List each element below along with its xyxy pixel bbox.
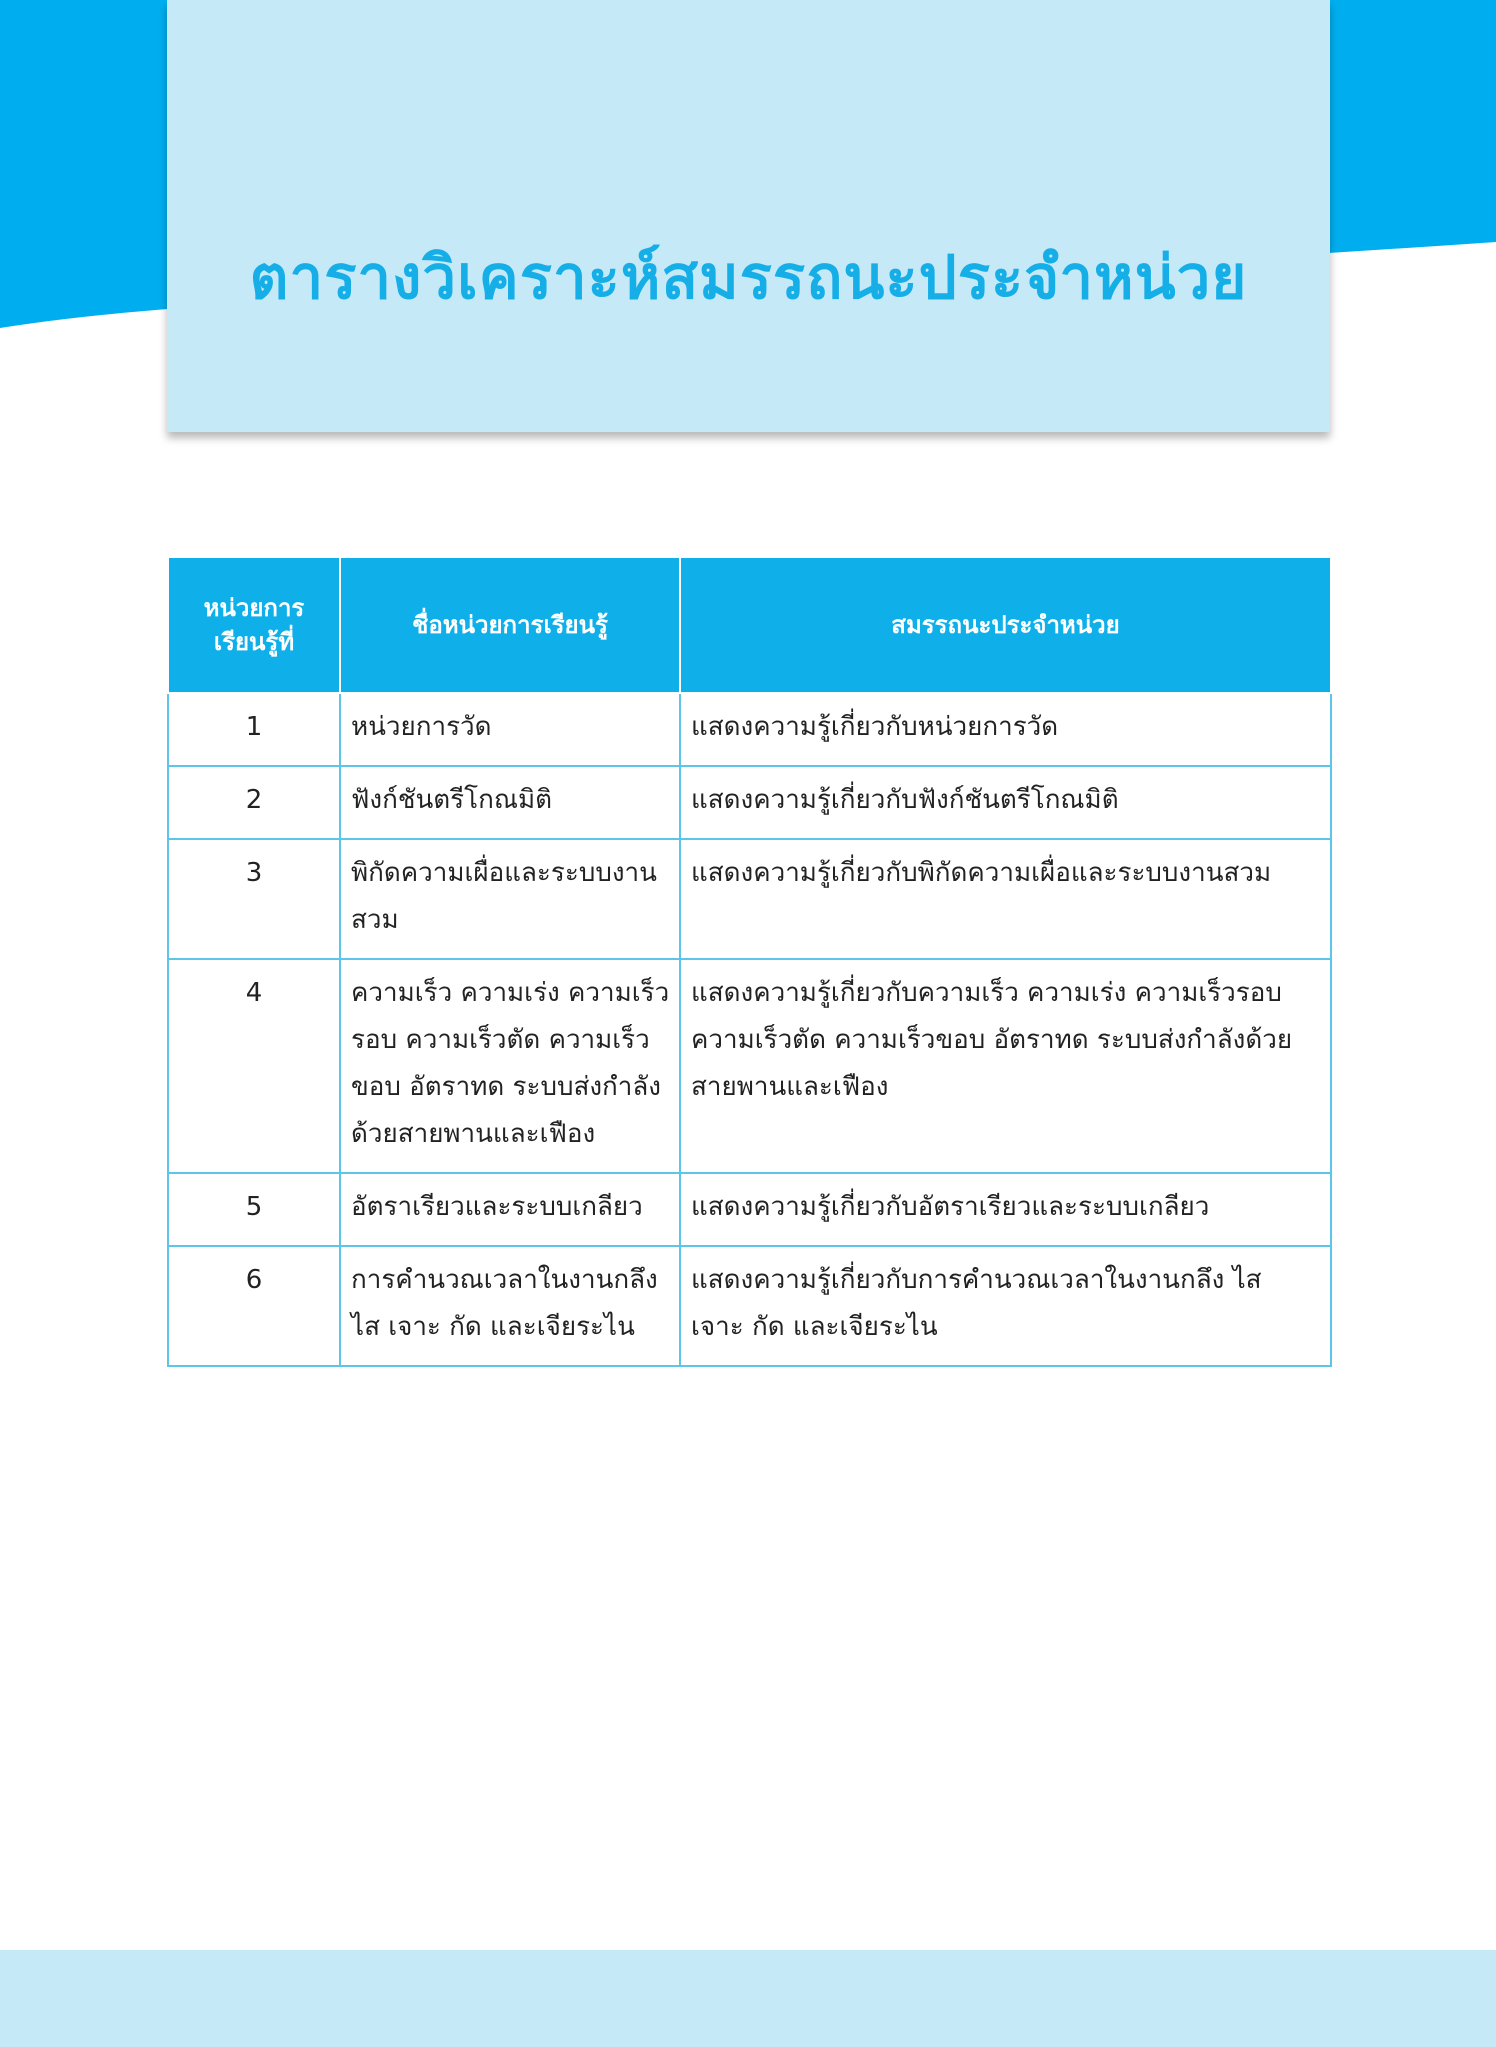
- unit-number-cell: 6: [168, 1246, 340, 1366]
- table-row: [168, 1246, 1331, 1366]
- unit-number-cell: 4: [168, 959, 340, 1173]
- table-row: [168, 959, 1331, 1173]
- table-header-row: [168, 557, 1331, 693]
- unit-name-cell: การคำนวณเวลาในงานกลึง ไส เจาะ กัด และเจียระไน: [340, 1246, 680, 1366]
- unit-name-cell: หน่วยการวัด: [340, 693, 680, 766]
- table-row: [168, 693, 1331, 766]
- unit-number-cell: 1: [168, 693, 340, 766]
- unit-number-cell: 3: [168, 839, 340, 959]
- competency-table: [167, 556, 1332, 1367]
- footer-band: [0, 1950, 1496, 2047]
- unit-name-cell: ความเร็ว ความเร่ง ความเร็วรอบ ความเร็วตัด ความเร็วขอบ อัตราทด ระบบส่งกำลังด้วยสายพานและเฟือง: [340, 959, 680, 1173]
- header-competency: สมรรถนะประจำหน่วย: [680, 557, 1331, 693]
- header-unit-number: หน่วยการเรียนรู้ที่: [168, 557, 340, 693]
- competency-cell: แสดงความรู้เกี่ยวกับฟังก์ชันตรีโกณมิติ: [680, 766, 1331, 839]
- unit-name-cell: อัตราเรียวและระบบเกลียว: [340, 1173, 680, 1246]
- unit-name-cell: พิกัดความเผื่อและระบบงานสวม: [340, 839, 680, 959]
- unit-name-cell: ฟังก์ชันตรีโกณมิติ: [340, 766, 680, 839]
- page-title: ตารางวิเคราะห์สมรรถนะประจำหน่วย: [249, 243, 1248, 313]
- table-row: [168, 1173, 1331, 1246]
- competency-cell: แสดงความรู้เกี่ยวกับการคำนวณเวลาในงานกลึง ไส เจาะ กัด และเจียระไน: [680, 1246, 1331, 1366]
- competency-cell: แสดงความรู้เกี่ยวกับอัตราเรียวและระบบเกลียว: [680, 1173, 1331, 1246]
- unit-number-cell: 2: [168, 766, 340, 839]
- table-row: [168, 766, 1331, 839]
- title-card: [167, 0, 1330, 432]
- competency-cell: แสดงความรู้เกี่ยวกับพิกัดความเผื่อและระบบงานสวม: [680, 839, 1331, 959]
- table-row: [168, 839, 1331, 959]
- header-unit-name: ชื่อหน่วยการเรียนรู้: [340, 557, 680, 693]
- unit-number-cell: 5: [168, 1173, 340, 1246]
- competency-cell: แสดงความรู้เกี่ยวกับหน่วยการวัด: [680, 693, 1331, 766]
- competency-cell: แสดงความรู้เกี่ยวกับความเร็ว ความเร่ง ความเร็วรอบ ความเร็วตัด ความเร็วขอบ อัตราทด ระบบส่งกำลังด้วยสายพานและเฟือง: [680, 959, 1331, 1173]
